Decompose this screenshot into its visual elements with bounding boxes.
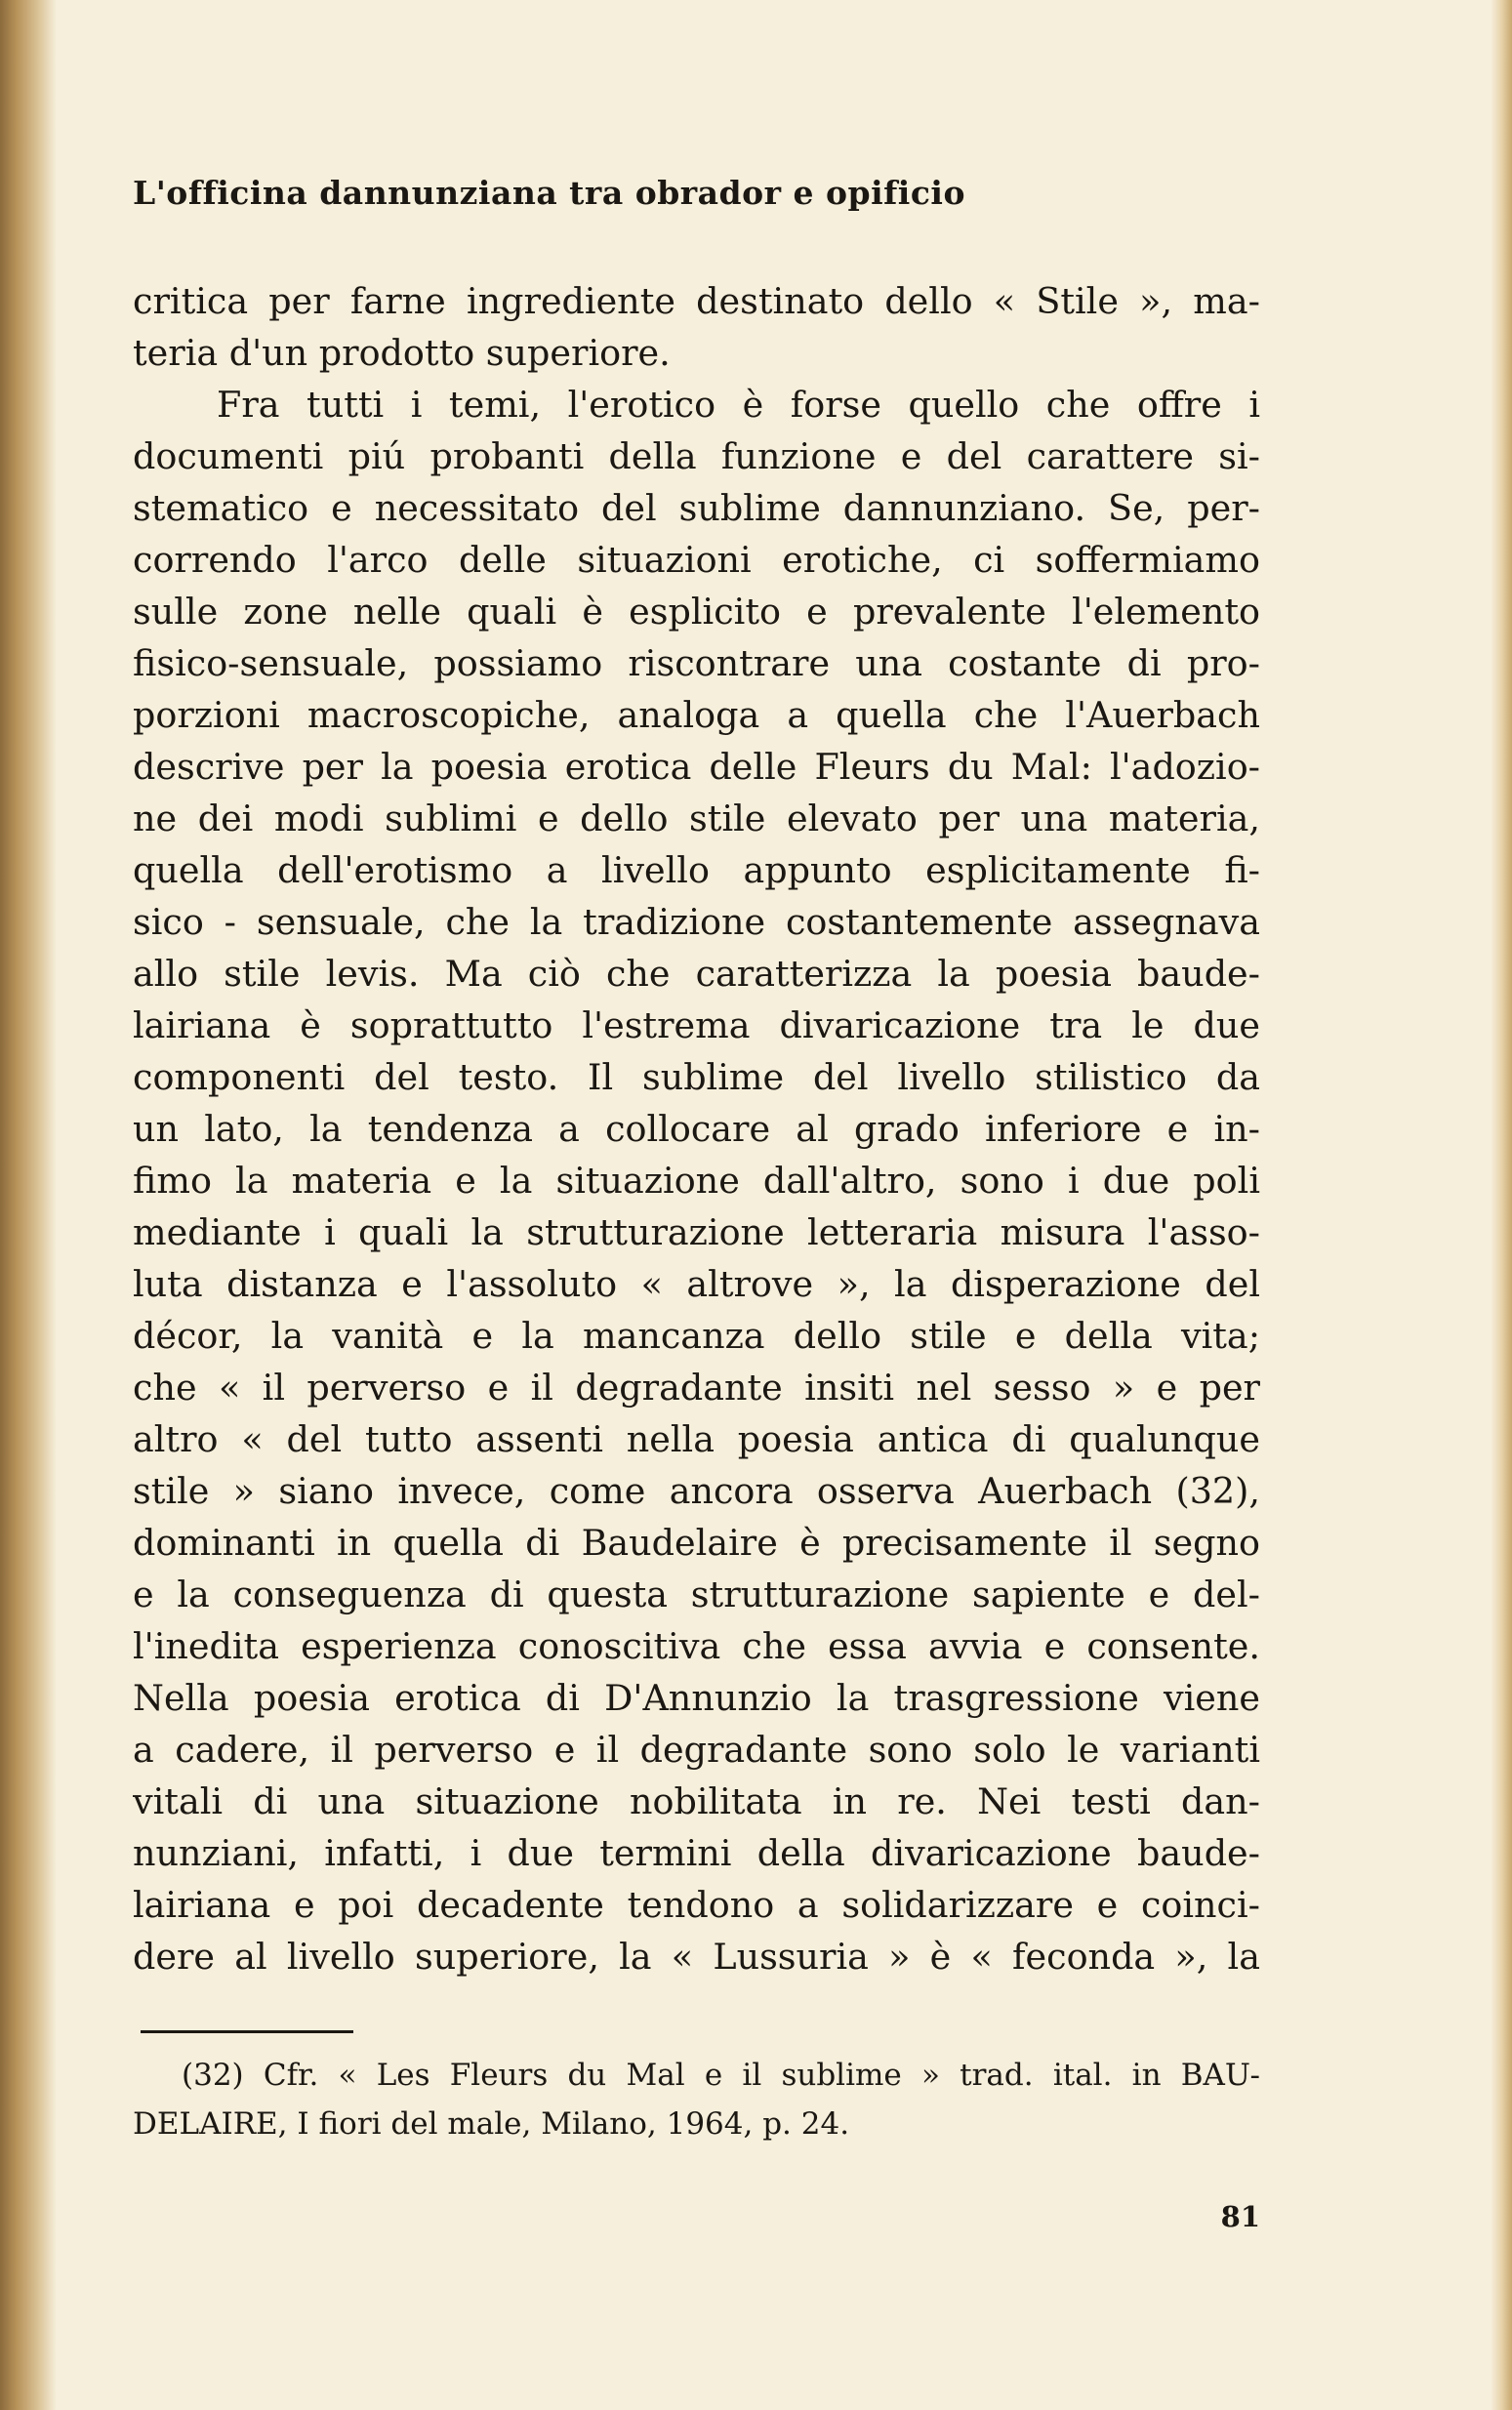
text-line: stile » siano invece, come ancora osserva Auerbach (32),	[133, 1470, 1260, 1512]
text-line: décor, la vanità e la mancanza dello stile e della vita;	[133, 1315, 1260, 1357]
book-page	[133, 0, 1260, 2410]
text-line: a cadere, il perverso e il degradante sono solo le varianti	[133, 1729, 1260, 1771]
text-line: e la conseguenza di questa strutturazione sapiente e del-	[133, 1573, 1260, 1615]
page-edge	[1491, 0, 1512, 2410]
text-line: Fra tutti i temi, l'erotico è forse quello che offre i	[217, 384, 1260, 426]
text-line: l'inedita esperienza conoscitiva che essa avvia e consente.	[133, 1625, 1260, 1667]
footnote-line: DELAIRE, I fiori del male, Milano, 1964, p. 24.	[133, 2106, 850, 2142]
text-line: luta distanza e l'assoluto « altrove », la disperazione del	[133, 1263, 1260, 1305]
footnote-separator	[141, 2030, 353, 2033]
body-text	[133, 275, 1260, 1982]
text-line: allo stile levis. Ma ciò che caratterizza la poesia baude-	[133, 953, 1260, 995]
text-line: dere al livello superiore, la « Lussuria » è « feconda », la	[133, 1936, 1260, 1978]
text-line: correndo l'arco delle situazioni erotiche, ci soffermiamo	[133, 539, 1260, 581]
text-line: sulle zone nelle quali è esplicito e prevalente l'elemento	[133, 591, 1260, 633]
text-line: vitali di una situazione nobilitata in re. Nei testi dan-	[133, 1780, 1260, 1822]
footnote-line: (32) Cfr. « Les Fleurs du Mal e il sublime » trad. ital. in BAU-	[182, 2058, 1260, 2093]
text-line: documenti piú probanti della funzione e del carattere si-	[133, 435, 1260, 477]
text-line: fisico-sensuale, possiamo riscontrare una costante di pro-	[133, 642, 1260, 684]
text-line: che « il perverso e il degradante insiti nel sesso » e per	[133, 1367, 1260, 1409]
text-line: nunziani, infatti, i due termini della divaricazione baude-	[133, 1832, 1260, 1874]
text-line: critica per farne ingrediente destinato dello « Stile », ma-	[133, 280, 1260, 322]
text-line: Nella poesia erotica di D'Annunzio la trasgressione viene	[133, 1677, 1260, 1719]
text-line: descrive per la poesia erotica delle Fleurs du Mal: l'adozio-	[133, 746, 1260, 788]
text-line: altro « del tutto assenti nella poesia antica di qualunque	[133, 1418, 1260, 1460]
page-number: 81	[1220, 2200, 1260, 2233]
text-line: componenti del testo. Il sublime del livello stilistico da	[133, 1056, 1260, 1098]
text-line: fimo la materia e la situazione dall'altro, sono i due poli	[133, 1160, 1260, 1202]
text-line: ne dei modi sublimi e dello stile elevato per una materia,	[133, 797, 1260, 839]
footnotes	[133, 2051, 1260, 2148]
text-line: lairiana e poi decadente tendono a solidarizzare e coinci-	[133, 1884, 1260, 1926]
text-line: quella dell'erotismo a livello appunto esplicitamente fi-	[133, 849, 1260, 891]
text-line: sico - sensuale, che la tradizione costantemente assegnava	[133, 901, 1260, 943]
text-line: dominanti in quella di Baudelaire è precisamente il segno	[133, 1522, 1260, 1564]
text-line: lairiana è soprattutto l'estrema divaricazione tra le due	[133, 1004, 1260, 1046]
text-line: stematico e necessitato del sublime dannunziano. Se, per-	[133, 487, 1260, 529]
text-line: un lato, la tendenza a collocare al grado inferiore e in-	[133, 1108, 1260, 1150]
running-head: L'officina dannunziana tra obrador e opificio	[133, 174, 965, 212]
text-line: porzioni macroscopiche, analoga a quella che l'Auerbach	[133, 694, 1260, 736]
book-binding-shadow	[0, 0, 57, 2410]
text-line: mediante i quali la strutturazione letteraria misura l'asso-	[133, 1211, 1260, 1253]
text-line: teria d'un prodotto superiore.	[133, 332, 671, 374]
